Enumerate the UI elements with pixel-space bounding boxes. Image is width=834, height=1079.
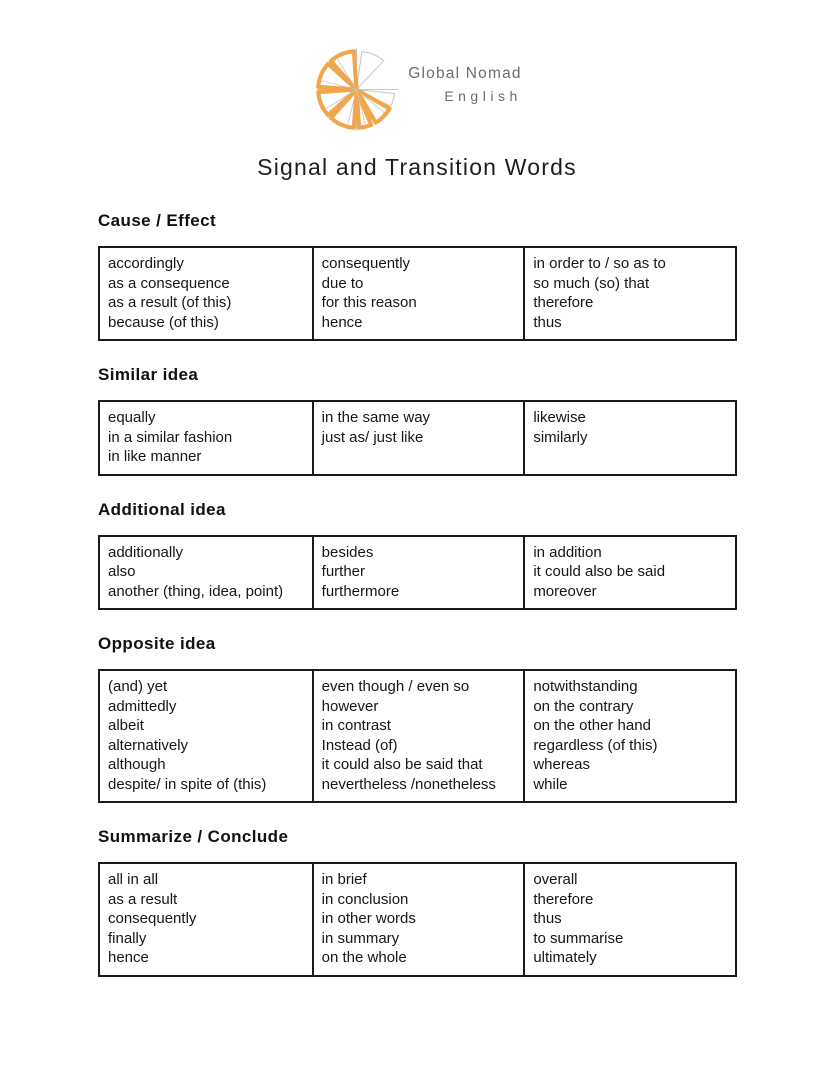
brand-text [408, 64, 521, 106]
word-item: furthermore [321, 582, 400, 600]
word-item: regardless (of this) [533, 736, 658, 754]
word-item: to summarise [533, 929, 624, 947]
word-item: further [321, 563, 366, 580]
word-item: whereas [533, 756, 591, 773]
word-item: alternatively [108, 736, 189, 754]
word-item: on the contrary [533, 697, 634, 715]
word-item: equally [108, 409, 156, 426]
word-item: in summary [321, 929, 400, 947]
section-heading: Similar idea [98, 365, 199, 384]
word-item: on the whole [321, 949, 407, 966]
sections-container [98, 211, 737, 977]
word-item: it could also be said [533, 563, 666, 580]
word-section [98, 634, 737, 803]
word-cell [312, 671, 524, 801]
word-item: ultimately [533, 949, 597, 966]
word-cell [100, 402, 312, 474]
word-cell [523, 248, 735, 339]
word-table [98, 862, 737, 977]
brand-name: Global Nomad [408, 65, 522, 82]
word-item: despite/ in spite of (this) [108, 775, 267, 793]
word-item: in like manner [108, 448, 202, 465]
word-item: overall [533, 871, 578, 888]
word-cell [312, 864, 524, 975]
word-item: therefore [533, 294, 594, 311]
word-item: so much (so) that [533, 274, 650, 292]
word-item: as a consequence [108, 274, 230, 292]
word-item: accordingly [108, 255, 184, 272]
word-item: hence [321, 313, 363, 331]
word-cell [312, 537, 524, 609]
word-item: consequently [321, 255, 411, 272]
word-item: moreover [533, 582, 597, 600]
word-item: just as/ just like [321, 428, 424, 446]
word-cell [523, 864, 735, 975]
word-item: due to [321, 274, 364, 292]
word-item: in a similar fashion [108, 428, 233, 446]
word-cell [100, 671, 312, 801]
word-item: therefore [533, 890, 594, 908]
word-item: albeit [108, 717, 144, 734]
word-section [98, 500, 737, 611]
word-item: in other words [321, 910, 416, 927]
word-section [98, 365, 737, 476]
word-table [98, 535, 737, 611]
word-table [98, 246, 737, 341]
word-item: as a result (of this) [108, 294, 232, 311]
word-item: additionally [108, 543, 184, 561]
compass-logo-icon [312, 45, 401, 134]
word-item: in addition [533, 543, 602, 561]
word-item: while [533, 775, 568, 793]
word-item: Instead (of) [321, 736, 398, 754]
word-cell [523, 671, 735, 801]
word-item: on the other hand [533, 717, 651, 734]
word-item: admittedly [108, 697, 177, 715]
word-item: thus [533, 910, 562, 927]
word-section [98, 211, 737, 341]
word-item: however [321, 697, 379, 715]
word-item: another (thing, idea, point) [108, 582, 284, 600]
word-item: besides [321, 543, 374, 561]
section-heading: Opposite idea [98, 634, 216, 653]
word-item: in order to / so as to [533, 255, 666, 272]
word-item: in contrast [321, 717, 391, 734]
word-item: thus [533, 313, 562, 331]
word-item: as a result [108, 890, 178, 908]
section-heading: Cause / Effect [98, 211, 217, 230]
word-cell [523, 537, 735, 609]
word-item: although [108, 756, 166, 773]
word-item: nevertheless /nonetheless [321, 775, 496, 793]
word-cell [100, 248, 312, 339]
brand-subname: English [444, 88, 522, 104]
brand-logo [0, 0, 834, 134]
page-title: Signal and Transition Words [257, 154, 577, 180]
word-item: consequently [108, 910, 197, 927]
word-item: similarly [533, 428, 588, 446]
word-table [98, 400, 737, 476]
word-item: (and) yet [108, 678, 168, 695]
word-item: in brief [321, 871, 367, 888]
word-cell [312, 248, 524, 339]
word-item: hence [108, 949, 149, 966]
word-item: likewise [533, 409, 586, 426]
word-item: it could also be said that [321, 756, 483, 773]
word-cell [100, 537, 312, 609]
word-item: notwithstanding [533, 678, 638, 695]
word-item: for this reason [321, 294, 417, 311]
word-cell [100, 864, 312, 975]
word-item: in the same way [321, 409, 431, 426]
word-item: all in all [108, 871, 159, 888]
section-heading: Additional idea [98, 499, 226, 519]
word-cell [312, 402, 524, 474]
section-heading: Summarize / Conclude [98, 827, 289, 846]
word-item: because (of this) [108, 313, 219, 331]
word-item: finally [108, 929, 147, 947]
word-section [98, 827, 737, 977]
word-item: even though / even so [321, 678, 470, 695]
word-table [98, 669, 737, 803]
word-item: also [108, 563, 136, 580]
word-item: in conclusion [321, 890, 409, 908]
word-cell [523, 402, 735, 474]
